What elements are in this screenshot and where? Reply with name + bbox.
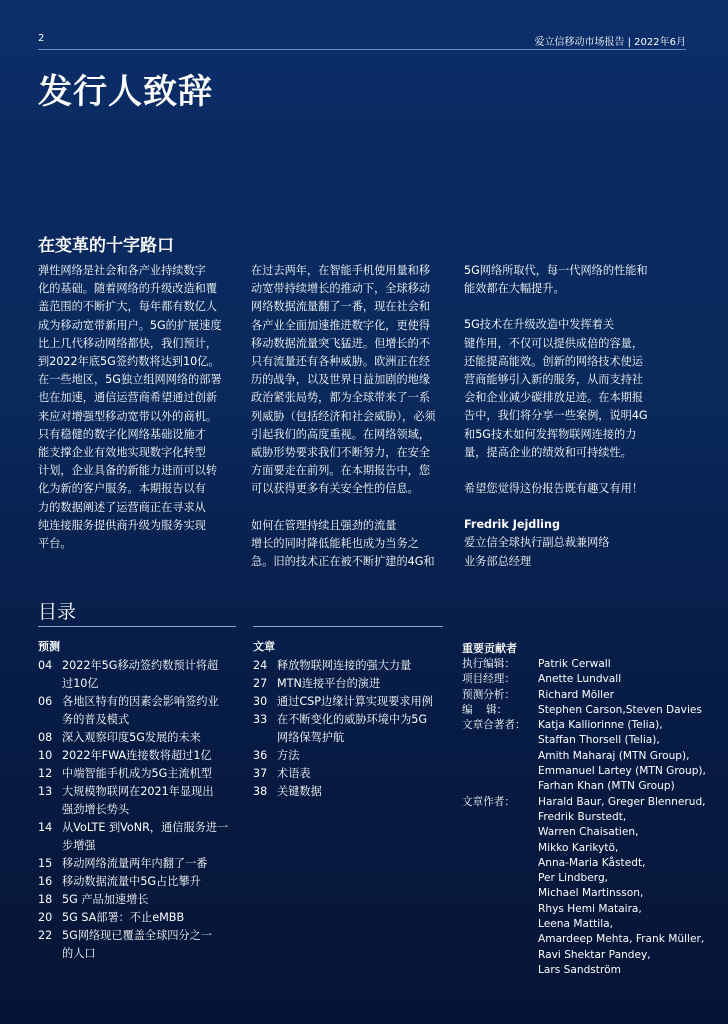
toc-entry[interactable] [253,693,443,711]
toc-entry[interactable] [38,927,236,963]
toc-page-number: 13 [38,785,53,798]
toc-section-heading: 预测 [38,640,60,653]
toc-entry[interactable] [253,783,443,801]
toc-section-heading: 文章 [253,640,275,653]
toc-entry-title: 各地区特有的因素会影响签约业 务的普及模式 [62,695,219,726]
toc-entry-title: 释放物联网连接的强大力量 [277,659,412,672]
contributor-role: 执行编辑： [462,658,515,670]
contributors-list [462,657,722,978]
contributor-names: Katja Kalliorinne (Telia), Staffan Thorsell (Telia), Amith Maharaj (MTN Group), Emmanuel Lartey (MTN Group), Farhan Khan (MTN Group) [538,719,706,793]
toc-entry[interactable] [38,729,236,747]
toc-page-number: 06 [38,695,53,708]
paragraph: 如何在管理持续且强劲的流量 增长的同时降低能耗也成为当务之 急。旧的技术正在被不断扩建的4G和 [251,518,435,569]
toc-articles-section [253,626,443,801]
toc-entry[interactable] [38,891,236,909]
contributor-role: 文章合著者： [462,719,526,732]
toc-entry-title: 在不断变化的威胁环境中为5G 网络保驾护航 [277,713,428,744]
toc-entry[interactable] [38,783,236,819]
toc-page-number: 15 [38,857,53,870]
toc-forecast-section [38,626,236,963]
section-subheading: 在变革的十字路口 [38,236,174,256]
intro-column-2 [251,262,451,571]
toc-entry-title: 关键数据 [277,785,322,798]
toc-entry[interactable] [38,657,236,693]
toc-page-number: 24 [253,659,268,672]
header-divider [38,49,686,50]
contributor-names: Patrik Cerwall [538,658,611,670]
running-title: 爱立信移动市场报告 | 2022年6月 [534,37,686,48]
section-divider [253,626,443,627]
toc-page-number: 38 [253,785,268,798]
toc-entry[interactable] [38,765,236,783]
toc-title: 目录 [38,601,77,623]
toc-entry[interactable] [38,855,236,873]
contributor-row [462,718,722,794]
toc-entry[interactable] [253,765,443,783]
contributor-role: 项目经理： [462,673,515,686]
toc-entry[interactable] [38,819,236,855]
toc-entry-title: 术语表 [277,767,311,780]
toc-entry-title: 5G 产品加速增长 [62,893,149,906]
contributor-row [462,657,722,672]
paragraph: 在过去两年，在智能手机使用量和移 动宽带持续增长的推动下，全球移动 网络数据流量翻了一番，现在社会和 各产业全面加速推进数字化，更使得 移动数据流量突飞猛进。但增长的不 只有流量还有各种威胁。欧洲正在经 历的战争，以及世界日益加剧的地缘 政治紧张局势，都为全球带来了一系 列威胁（包括经济和社会威胁），必须 引起我们的高度重视。在网络领域， 威胁形势要求我们不断努力，在安全 方面要走在前列。在本期报告中，您 可以获得更多有关安全性的信息。 [251,264,436,496]
toc-page-number: 10 [38,749,53,762]
intro-column-1 [38,262,238,553]
toc-page-number: 30 [253,695,268,708]
toc-page-number: 27 [253,677,268,690]
signature-title: 爱立信全球执行副总裁兼网络 业务部总经理 [464,536,610,568]
paragraph: 5G网络所取代，每一代网络的性能和 能效都在大幅提升。 [464,264,648,296]
toc-page-number: 18 [38,893,53,906]
toc-entry[interactable] [253,711,443,747]
contributor-row [462,703,722,718]
toc-page-number: 22 [38,929,53,942]
contributors-heading: 重要贡献者 [462,642,517,655]
toc-entry-title: 5G网络现已覆盖全球四分之一 的人口 [62,929,213,960]
toc-entry[interactable] [38,693,236,729]
toc-page-number: 14 [38,821,53,834]
toc-page-number: 04 [38,659,53,672]
contributors-section [462,640,722,978]
toc-page-number: 33 [253,713,268,726]
toc-entry[interactable] [38,873,236,891]
toc-entry-title: 2022年FWA连接数将超过1亿 [62,749,212,762]
toc-page-number: 37 [253,767,268,780]
page-title: 发行人致辞 [38,72,213,112]
toc-page-number: 16 [38,875,53,888]
contributor-row [462,688,722,703]
toc-entry-title: 深入观察印度5G发展的未来 [62,731,201,744]
intro-column-3 [464,262,694,571]
contributor-names: Harald Baur, Greger Blennerud, Fredrik Burstedt, Warren Chaisatien, Mikko Karikytö, Anna-Maria Kåstedt, Per Lindberg, Michael Martinsson, Rhys Hemi Mataira, Leena Mattila, Amardeep Mehta, Frank Müller, Ravi Shektar Pandey, Lars Sandström [538,795,706,976]
page-number: 2 [38,33,45,44]
toc-entry-title: 方法 [277,749,300,762]
toc-entry-title: 移动网络流量两年内翻了一番 [62,857,208,870]
paragraph: 弹性网络是社会和各产业持续数字 化的基础。随着网络的升级改造和覆 盖范围的不断扩大，每年都有数亿人 成为移动宽带新用户。5G的扩展速度 比上几代移动网络都快，我们预计， 到2022年底5G签约数将达到10亿。 在一些地区，5G独立组网网络的部署 也在加速，通信运营商希望通过创新 来应对增强型移动宽带以外的商机。 只有稳健的数字化网络基础设施才 能支撑企业有效地实现数字化转型 计划，企业具备的新能力进而可以转 化为新的客户服务。本期报告以有 力的数据阐述了运营商正在寻求从 纯连接服务提供商升级为服务实现 平台。 [38,264,222,551]
toc-entry-title: 大规模物联网在2021年显现出 强劲增长势头 [62,785,214,816]
toc-entry[interactable] [253,747,443,765]
contributor-role: 编 辑： [462,703,508,716]
contributor-role: 预测分析： [462,688,515,701]
toc-entry-title: 通过CSP边缘计算实现要求用例 [277,695,433,708]
contributor-names: Richard Möller [538,688,614,701]
toc-entry-title: 移动数据流量中5G占比攀升 [62,875,201,888]
toc-entry[interactable] [38,909,236,927]
toc-page-number: 12 [38,767,53,780]
contributor-role: 文章作者： [462,795,515,808]
contributor-row [462,795,722,979]
toc-list [253,657,443,801]
toc-page-number: 08 [38,731,53,744]
contributor-names: Anette Lundvall [538,673,622,686]
toc-entry-title: 2022年5G移动签约数预计将超 过10亿 [62,659,219,690]
toc-entry-title: 从VoLTE 到VoNR，通信服务进一 步增强 [62,821,229,852]
toc-entry[interactable] [253,675,443,693]
toc-page-number: 20 [38,911,53,924]
toc-page-number: 36 [253,749,268,762]
contributor-row [462,672,722,687]
toc-entry-title: 5G SA部署：不止eMBB [62,911,185,924]
paragraph: 5G技术在升级改造中发挥着关 键作用，不仅可以提供成倍的容量， 还能提高能效。创新的网络技术使运 营商能够引入新的服务，从而支持社 会和企业减少碳排放足迹。在本期报 告中，我们将分享一些案例，说明4G 和5G技术如何发挥物联网连接的力 量，提高企业的绩效和可持续性。 [464,318,648,459]
toc-entry[interactable] [38,747,236,765]
contributor-names: Stephen Carson,Steven Davies [538,703,702,716]
section-divider [38,626,236,627]
signature-name: Fredrik Jejdling [464,518,560,532]
toc-entry-title: MTN连接平台的演进 [277,677,381,690]
paragraph: 希望您觉得这份报告既有趣又有用！ [464,482,644,496]
toc-entry-title: 中端智能手机成为5G主流机型 [62,767,213,780]
toc-entry[interactable] [253,657,443,675]
toc-list [38,657,236,963]
